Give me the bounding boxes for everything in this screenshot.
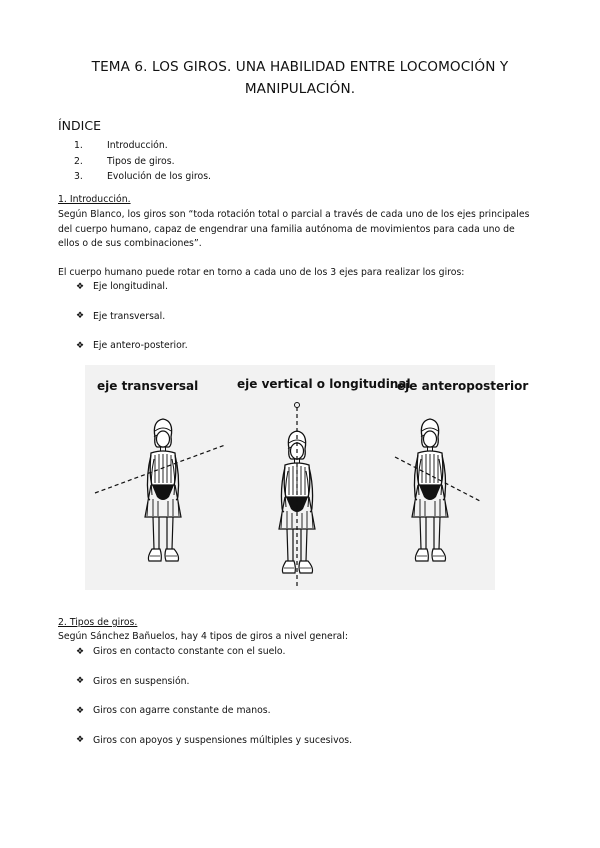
index-item-label: Evolución de los giros. — [107, 171, 212, 182]
bullet-diamond-icon: ❖ — [76, 646, 85, 657]
label-anteroposterior-axis: eje anteroposterior — [397, 379, 529, 393]
axes-list — [76, 272, 188, 361]
section-1-intro: El cuerpo humano puede rotar en torno a cada uno de los 3 ejes para realizar los giros: — [58, 267, 465, 278]
label-longitudinal-axis: eje vertical o longitudinal — [237, 377, 411, 391]
index-item: 2. Tipos de giros. — [74, 154, 211, 170]
index-item-label: Introducción. — [107, 140, 168, 151]
list-item: ❖ Giros con agarre constante de manos. — [76, 705, 271, 717]
section-2-intro: Según Sánchez Bañuelos, hay 4 tipos de giros a nivel general: — [58, 631, 348, 642]
label-transverse-axis: eje transversal — [97, 379, 199, 393]
bullet-diamond-icon: ❖ — [76, 340, 85, 351]
index-item: 1. Introducción. — [74, 138, 211, 154]
body-axes-illustration — [85, 365, 529, 590]
index-list — [74, 138, 211, 185]
list-item: ❖ Eje longitudinal. — [76, 281, 168, 293]
figure-anteroposterior — [395, 419, 480, 561]
list-item: ❖ Eje antero-posterior. — [76, 340, 188, 352]
bullet-diamond-icon: ❖ — [76, 705, 85, 716]
list-item: ❖ Giros con apoyos y suspensiones múltiples y sucesivos. — [76, 734, 353, 746]
list-item: ❖ Eje transversal. — [76, 310, 166, 322]
bullet-diamond-icon: ❖ — [76, 281, 85, 292]
section-2-heading: 2. Tipos de giros. — [58, 617, 138, 628]
body-axes-svg — [85, 365, 529, 590]
section-1-heading: 1. Introducción. — [58, 194, 131, 205]
index-item: 3. Evolución de los giros. — [74, 169, 211, 185]
section-1-definition: Según Blanco, los giros son “toda rotación total o parcial a través de cada uno de los ejes principales del cuerpo humano, capaz de engendrar una familia autónoma de movimientos para cada uno de ellos o de sus combinaciones”. — [58, 209, 530, 249]
index-item-label: Tipos de giros. — [107, 155, 175, 167]
figure-transverse — [95, 419, 225, 561]
list-item: ❖ Giros en contacto constante con el suelo. — [76, 646, 286, 658]
bullet-diamond-icon: ❖ — [76, 676, 85, 687]
page-title: TEMA 6. LOS GIROS. UNA HABILIDAD ENTRE LOCOMOCIÓN Y MANIPULACIÓN. — [91, 59, 509, 97]
bullet-diamond-icon: ❖ — [76, 311, 85, 322]
index-heading: ÍNDICE — [58, 118, 101, 133]
turn-types-list — [76, 637, 352, 755]
figure-longitudinal — [279, 403, 315, 588]
list-item: ❖ Giros en suspensión. — [76, 675, 190, 687]
bullet-diamond-icon: ❖ — [76, 735, 85, 746]
